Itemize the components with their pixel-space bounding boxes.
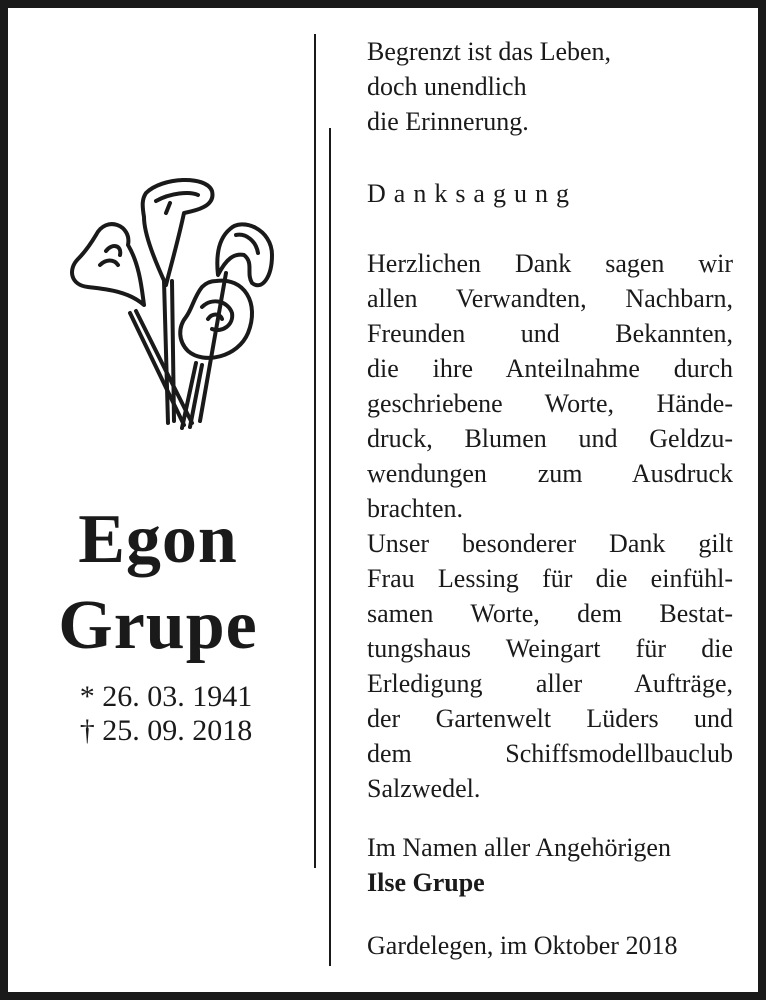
deceased-last-name: Grupe (58, 587, 258, 664)
text-line: Unser besonderer Dank gilt (367, 529, 733, 558)
heading-danksagung: Danksagung (367, 179, 577, 208)
signoff-intro: Im Namen aller Angehörigen (367, 833, 671, 862)
obituary-card (8, 8, 758, 992)
motto-line: die Erinnerung. (367, 107, 529, 136)
signer-name: Ilse Grupe (367, 868, 485, 897)
birth-date: * 26. 03. 1941 (79, 680, 253, 713)
text-line: brachten. (367, 494, 464, 523)
motto-line: Begrenzt ist das Leben, (367, 37, 612, 66)
text-line: dem Schiffsmodellbauclub (367, 739, 733, 768)
text-line: Herzlichen Dank sagen wir (367, 249, 733, 278)
text-line: Salzwedel. (367, 774, 481, 803)
signoff (367, 830, 733, 900)
divider-rule (329, 128, 331, 966)
text-line: Frau Lessing für die einfühl- (367, 564, 733, 593)
text-line: tungshaus Weingart für die (367, 634, 733, 663)
death-date: † 25. 09. 2018 (79, 714, 253, 747)
text-line: druck, Blumen und Geldzu- (367, 424, 733, 453)
divider-rule (314, 34, 316, 868)
text-line: die ihre Anteilnahme durch (367, 354, 733, 383)
motto (367, 34, 733, 139)
text-line: geschriebene Worte, Hände- (367, 389, 733, 418)
place-date: Gardelegen, im Oktober 2018 (367, 931, 678, 960)
text-line: wendungen zum Ausdruck (367, 459, 733, 488)
text-line: Erledigung aller Aufträge, (367, 669, 733, 698)
text-line: allen Verwandten, Nachbarn, (367, 284, 733, 313)
text-line: samen Worte, dem Bestat- (367, 599, 733, 628)
calla-lily-bouquet-icon (66, 173, 276, 443)
thank-you-text (367, 246, 733, 806)
deceased-first-name: Egon (78, 501, 238, 578)
text-line: Freunden und Bekannten, (367, 319, 733, 348)
motto-line: doch unendlich (367, 72, 527, 101)
text-line: der Gartenwelt Lüders und (367, 704, 733, 733)
